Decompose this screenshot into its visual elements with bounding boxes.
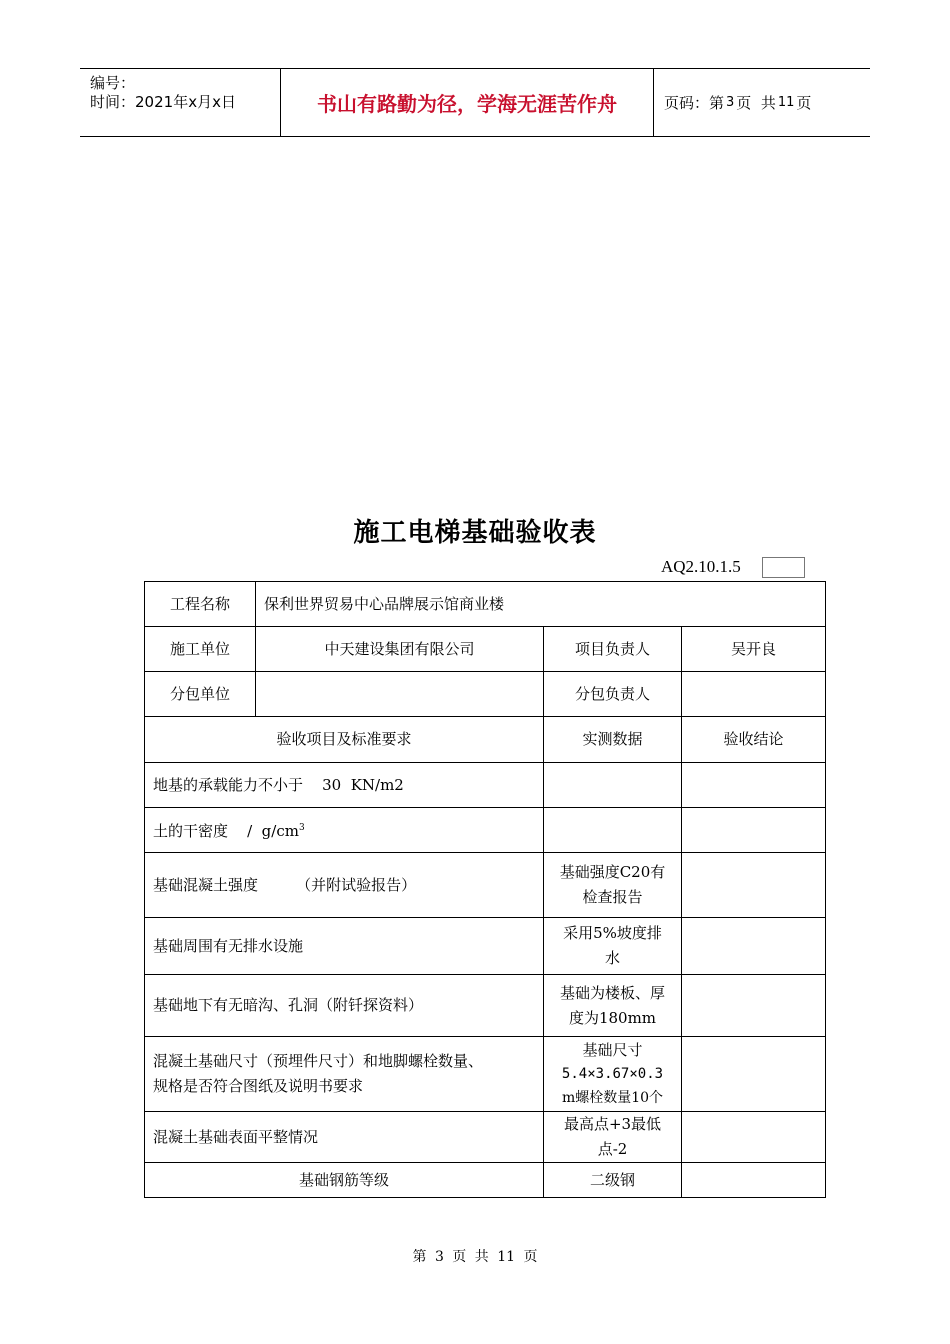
table-row (145, 1163, 826, 1198)
measured-line: 基础强度C20有 (559, 863, 666, 881)
conclusion-cell (682, 975, 826, 1037)
conclusion-cell (682, 1112, 826, 1163)
construction-unit-label: 施工单位 (145, 627, 256, 672)
measured-line: 5.4×3.67×0.3 (561, 1066, 664, 1082)
table-row (145, 853, 826, 918)
table-row (145, 975, 826, 1037)
table-row (145, 763, 826, 808)
item-cell: 混凝土基础表面平整情况 (145, 1112, 544, 1163)
measured-line: 检查报告 (582, 888, 643, 906)
item-cell: 基础混凝土强度 （并附试验报告） (145, 853, 544, 918)
measured-cell: 二级钢 (544, 1163, 682, 1198)
project-manager-value: 吴开良 (682, 627, 826, 672)
header-number-label: 编号： (90, 74, 136, 92)
measured-line: 基础为楼板、厚 (559, 983, 665, 1002)
subcontract-manager-label: 分包负责人 (544, 672, 682, 717)
item-superscript: 3 (298, 823, 305, 833)
measured-line: 最高点+3最低 (563, 1115, 662, 1133)
measured-cell (544, 808, 682, 853)
col-items-header: 验收项目及标准要求 (145, 717, 544, 763)
table-row (145, 1037, 826, 1112)
measured-line: 度为180mm (568, 1008, 657, 1027)
conclusion-cell (682, 808, 826, 853)
table-header-row (145, 717, 826, 763)
measured-line: 采用5%坡度排 (563, 924, 662, 942)
header-meta (80, 69, 281, 136)
measured-cell (544, 1112, 682, 1163)
table-row (145, 808, 826, 853)
measured-line: m螺栓数量10个 (561, 1090, 664, 1106)
document-code: AQ2.10.1.5 (661, 557, 741, 576)
col-conclusion-header: 验收结论 (682, 717, 826, 763)
code-box (762, 557, 805, 578)
header-page-mid: 页 共 (736, 94, 776, 112)
subcontract-unit-label: 分包单位 (145, 672, 256, 717)
measured-cell (544, 975, 682, 1037)
measured-line: 水 (604, 949, 620, 967)
table-row (145, 627, 826, 672)
item-cell: 基础地下有无暗沟、孔洞（附钎探资料） (145, 975, 544, 1037)
item-line: 规格是否符合图纸及说明书要求 (153, 1077, 364, 1095)
measured-cell (544, 853, 682, 918)
conclusion-cell (682, 918, 826, 975)
measured-line: 点-2 (597, 1140, 628, 1158)
measured-cell (544, 918, 682, 975)
measured-cell (544, 763, 682, 808)
table-row (145, 1112, 826, 1163)
project-name-label: 工程名称 (145, 582, 256, 627)
item-cell: 地基的承载能力不小于 30 KN/m2 (145, 763, 544, 808)
item-cell: 基础周围有无排水设施 (145, 918, 544, 975)
project-name-value: 保利世界贸易中心品牌展示馆商业楼 (256, 582, 826, 627)
measured-cell (544, 1037, 682, 1112)
conclusion-cell (682, 1037, 826, 1112)
item-line: 混凝土基础尺寸（预埋件尺寸）和地脚螺栓数量、 (153, 1052, 484, 1070)
construction-unit-value: 中天建设集团有限公司 (256, 627, 544, 672)
conclusion-cell (682, 853, 826, 918)
conclusion-cell (682, 763, 826, 808)
header-page-total: 11 (777, 95, 795, 110)
page-header (80, 68, 870, 137)
col-measured-header: 实测数据 (544, 717, 682, 763)
item-cell (145, 808, 544, 853)
table-row (145, 918, 826, 975)
item-text: 土的干密度 / g/cm (153, 822, 299, 840)
header-time (90, 91, 236, 112)
header-page-current: 3 (726, 95, 735, 110)
header-page-suffix: 页 (796, 94, 812, 112)
header-time-label: 时间： (90, 93, 136, 111)
subcontract-manager-value (682, 672, 826, 717)
project-manager-label: 项目负责人 (544, 627, 682, 672)
header-page-prefix: 页码：第 (664, 94, 725, 112)
inspection-table (144, 581, 826, 1198)
table-row (145, 672, 826, 717)
page-footer: 第 3 页 共 11 页 (412, 1249, 538, 1265)
item-cell (145, 1037, 544, 1112)
header-motto: 书山有路勤为径，学海无涯苦作舟 (281, 69, 654, 136)
header-page-info (654, 69, 870, 136)
document-title: 施工电梯基础验收表 (353, 518, 597, 548)
table-row (145, 582, 826, 627)
measured-line: 基础尺寸 (582, 1041, 643, 1059)
conclusion-cell (682, 1163, 826, 1198)
item-cell: 基础钢筋等级 (145, 1163, 544, 1198)
subcontract-unit-value (256, 672, 544, 717)
header-time-value: 2021年x月x日 (135, 93, 236, 111)
